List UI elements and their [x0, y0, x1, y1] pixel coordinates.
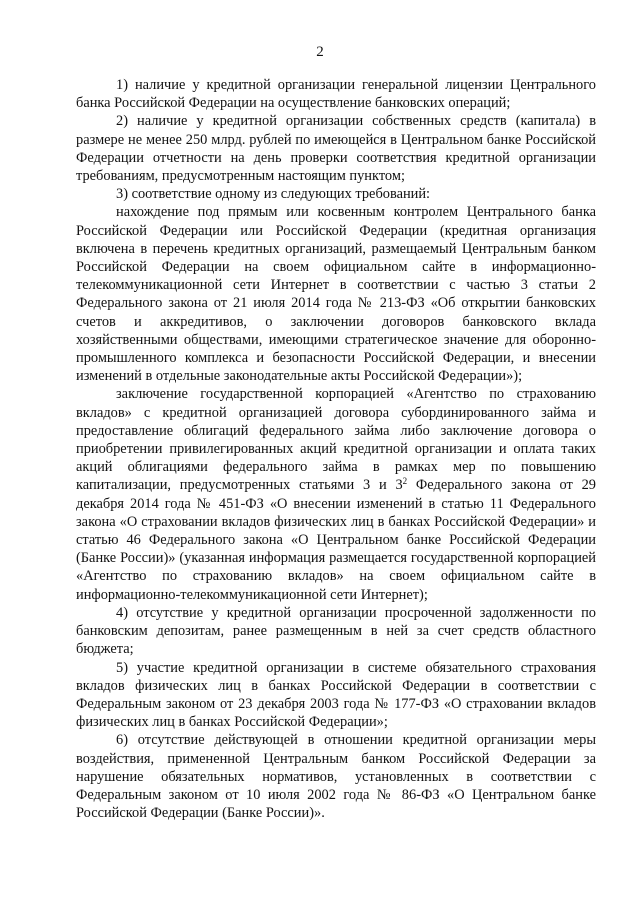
- paragraph-requirement-dia-agreement: [76, 385, 596, 603]
- paragraph-item-2: 2) наличие у кредитной организации собственных средств (капитала) в размере не менее 250 млрд. рублей по имеющейся в Центральном банке Российской Федерации отчетности на день проверки соответствия кредитной организации требованиям, предусмотренным настоящим пунктом;: [76, 113, 596, 185]
- paragraph-item-4: 4) отсутствие у кредитной организации просроченной задолженности по банковским депозитам, ранее размещенным в ней за счет средств областного бюджета;: [76, 604, 596, 658]
- page-number: 2: [316, 44, 324, 60]
- paragraph-requirement-control: нахождение под прямым или косвенным контролем Центрального банка Российской Федерации или Российской Федерации (кредитная организация включена в перечень кредитных организаций, размещаемый Центральным банком Российской Федерации на своем официальном сайте в информационно-телекоммуникационной сети Интернет в соответствии с частью 3 статьи 2 Федерального закона от 21 июля 2014 года № 213-ФЗ «Об открытии банковских счетов и аккредитивов, о заключении договоров банковского вклада хозяйственными обществами, имеющими стратегическое значение для оборонно-промышленного комплекса и безопасности Российской Федерации, и внесении изменений в отдельные законодательные акты Российской Федерации»);: [76, 204, 596, 385]
- paragraph-item-6: 6) отсутствие действующей в отношении кредитной организации меры воздействия, примененной Центральным банком Российской Федерации за нарушение обязательных нормативов, установленных в соответствии с Федеральным законом от 10 июля 2002 года № 86-ФЗ «О Центральном банке Российской Федерации (Банке России)».: [76, 732, 596, 822]
- paragraph-item-3: 3) соответствие одному из следующих требований:: [116, 186, 431, 203]
- paragraph-item-5: 5) участие кредитной организации в системе обязательного страхования вкладов физических лиц в банках Российской Федерации в соответствии с Федеральным законом от 23 декабря 2003 года № 177-ФЗ «О страховании вкладов физических лиц в банках Российской Федерации»;: [76, 659, 596, 731]
- document-body: [76, 76, 596, 822]
- paragraph-item-1: 1) наличие у кредитной организации генеральной лицензии Центрального банка Российской Федерации на осуществление банковских операций;: [76, 77, 596, 112]
- paragraph-text-before-superscript: заключение государственной корпорацией «Агентство по страхованию вкладов» с кредитной организацией договора субординированного займа и предоставление облигаций федерального займа либо заключение договора о приобретении привилегированных акций кредитной организации и оплата таких акций облигациями федерального займа в рамках мер по повышению капитализации, предусмотренных статьями 3 и 3: [76, 386, 596, 494]
- paragraph-text-after-superscript: Федерального закона от 29 декабря 2014 года № 451-ФЗ «О внесении изменений в статью 11 Федерального закона «О страховании вкладов физических лиц в банках Российской Федерации» и статью 46 Федерального закона «О Центральном банке Российской Федерации (Банке России)» (указанная информация размещается государственной корпорацией «Агентство по страхованию вкладов» на своем официальном сайте в информационно-телекоммуникационной сети Интернет);: [76, 477, 596, 603]
- superscript-article-number: 2: [402, 476, 408, 487]
